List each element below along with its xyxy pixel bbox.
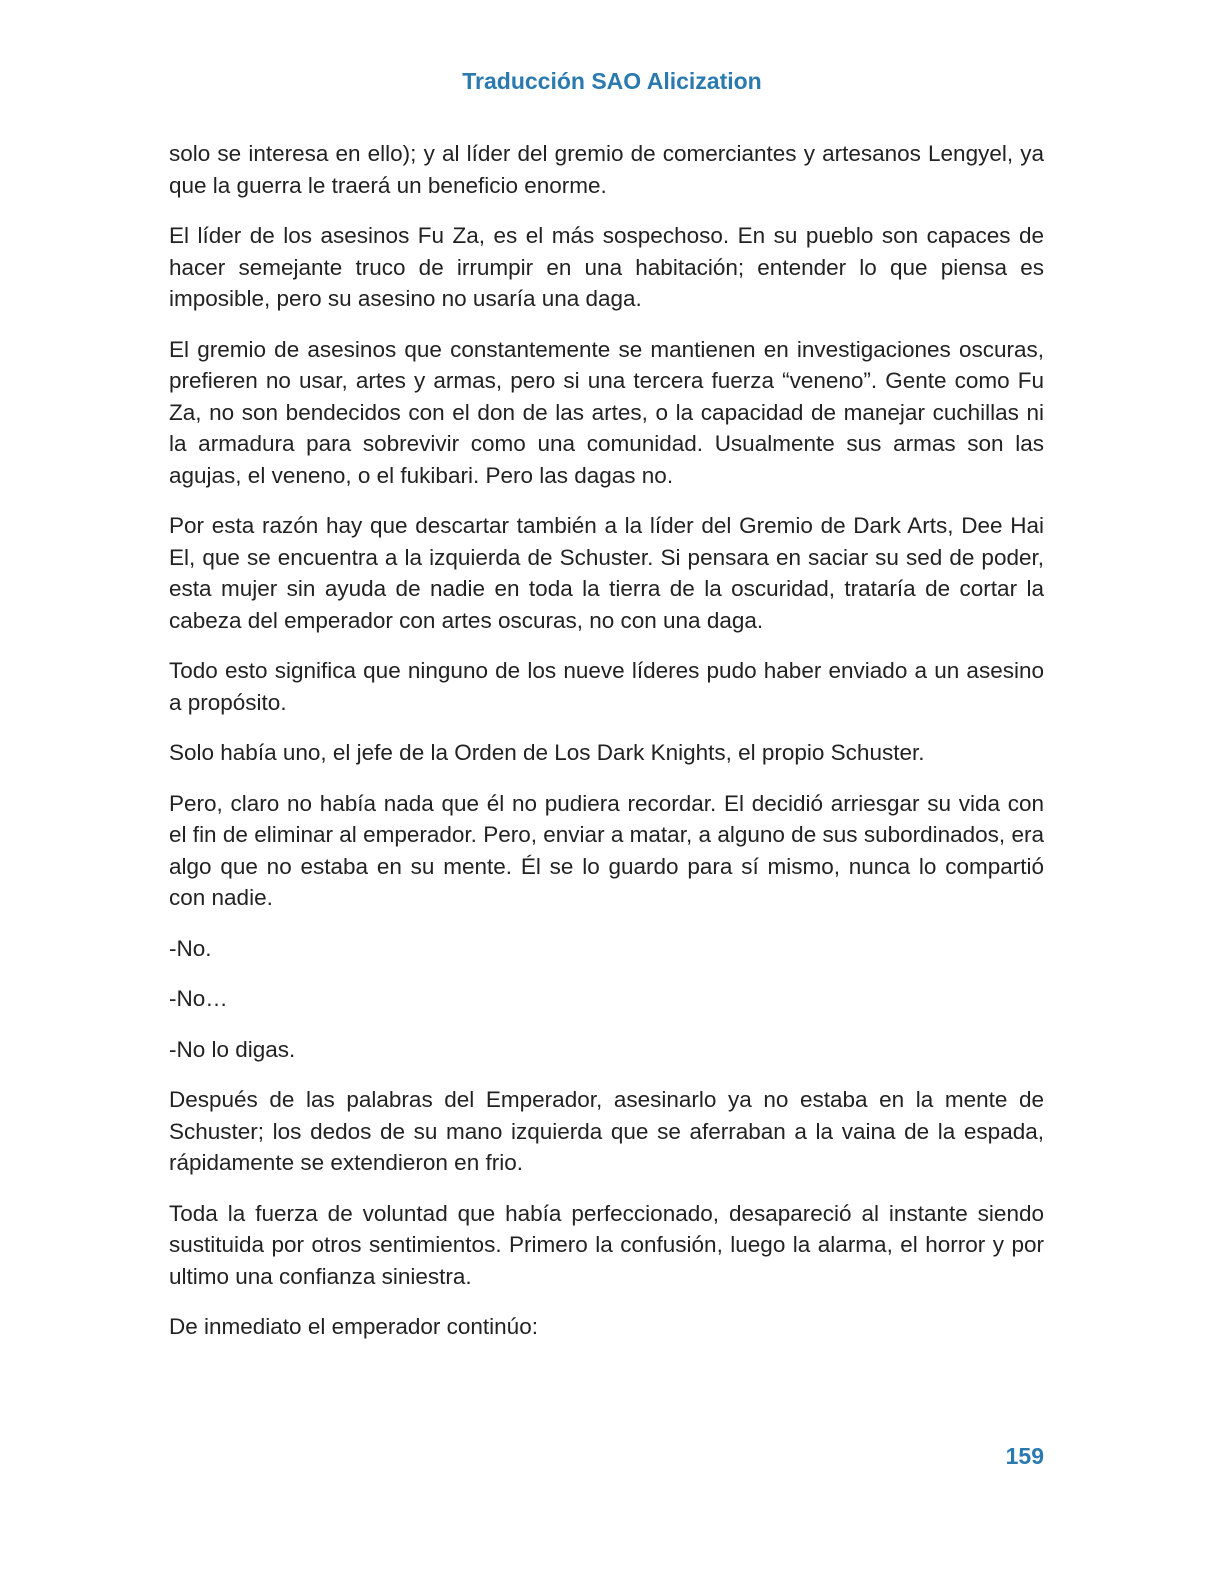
paragraph-10: De inmediato el emperador continúo: (169, 1314, 538, 1339)
document-body (169, 138, 1044, 1362)
paragraph-4: Por esta razón hay que descartar también a la líder del Gremio de Dark Arts, Dee Hai El, que se encuentra a la izquierda de Schuster. Si pensara en saciar su sed de poder, esta mujer sin ayuda de nadie en toda la tierra de la oscuridad, trataría de cortar la cabeza del emperador con artes oscuras, no con una daga. (169, 513, 1044, 633)
paragraph-8: Después de las palabras del Emperador, asesinarlo ya no estaba en la mente de Schuster; los dedos de su mano izquierda que se aferraban a la vaina de la espada, rápidamente se extendieron en frio. (169, 1087, 1044, 1175)
dialogue-line-1: -No. (169, 935, 212, 961)
dialogue-line-3: -No lo digas. (169, 1036, 296, 1062)
paragraph-1: solo se interesa en ello); y al líder del gremio de comerciantes y artesanos Lengyel, ya que la guerra le traerá un beneficio enorme. (169, 141, 1044, 198)
paragraph-3: El gremio de asesinos que constantemente se mantienen en investigaciones oscuras, prefieren no usar, artes y armas, pero si una tercera fuerza “veneno”. Gente como Fu Za, no son bendecidos con el don de las artes, o la capacidad de manejar cuchillas ni la armadura para sobrevivir como una comunidad. Usualmente sus armas son las agujas, el veneno, o el fukibari. Pero las dagas no. (169, 336, 1044, 488)
dialogue-line-2: -No… (169, 986, 228, 1011)
page-header-title: Traducción SAO Alicization (462, 68, 762, 94)
paragraph-5: Todo esto significa que ninguno de los nueve líderes pudo haber enviado a un asesino a propósito. (169, 658, 1044, 715)
paragraph-9: Toda la fuerza de voluntad que había perfeccionado, desapareció al instante siendo sustituida por otros sentimientos. Primero la confusión, luego la alarma, el horror y por ultimo una confianza siniestra. (169, 1200, 1044, 1289)
paragraph-7: Pero, claro no había nada que él no pudiera recordar. El decidió arriesgar su vida con el fin de eliminar al emperador. Pero, enviar a matar, a alguno de sus subordinados, era algo que no estaba en su mente. Él se lo guardo para sí mismo, nunca lo compartió con nadie. (169, 790, 1044, 910)
paragraph-2: El líder de los asesinos Fu Za, es el más sospechoso. En su pueblo son capaces de hacer semejante truco de irrumpir en una habitación; entender lo que piensa es imposible, pero su asesino no usaría una daga. (169, 223, 1044, 311)
page-number: 159 (1005, 1443, 1044, 1469)
paragraph-6: Solo había uno, el jefe de la Orden de Los Dark Knights, el propio Schuster. (169, 740, 925, 765)
